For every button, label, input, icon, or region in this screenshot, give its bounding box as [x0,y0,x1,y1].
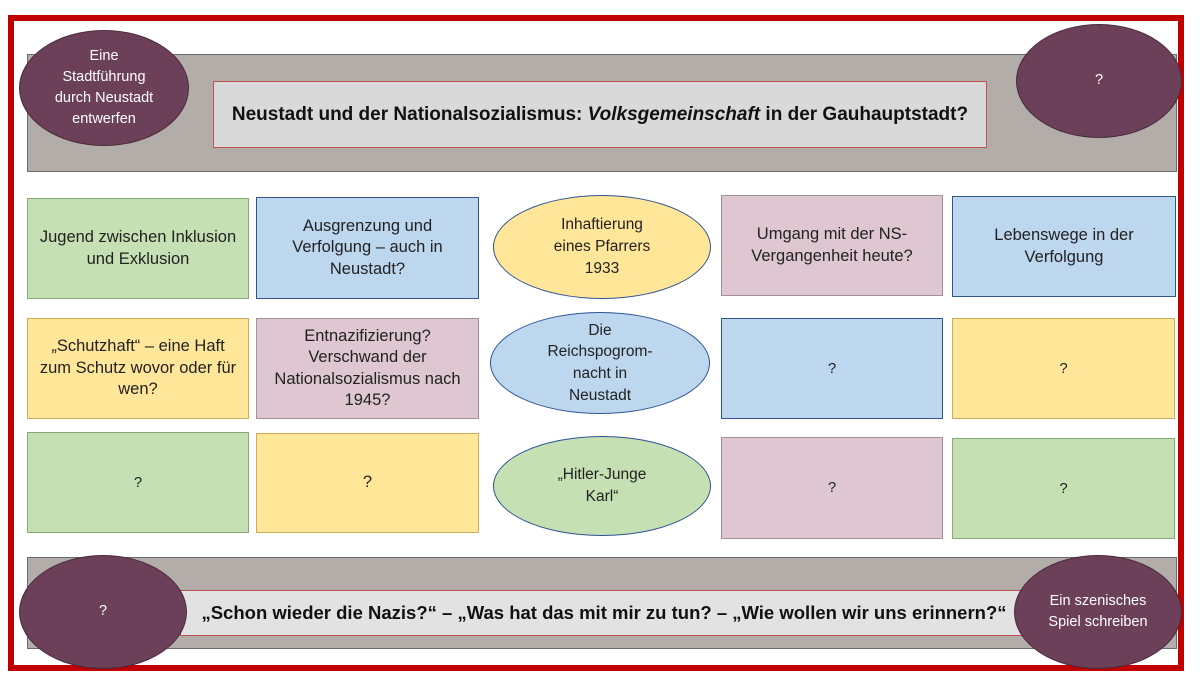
header-title-italic: Volksgemeinschaft [587,103,761,125]
card-r3c1: ? [27,432,249,533]
oval-top-right: ? [1016,24,1182,138]
card-r2c1: „Schutzhaft“ – eine Haft zum Schutz wovor oder für wen? [27,318,249,419]
card-r1c2: Ausgrenzung und Verfolgung – auch in Neustadt? [256,197,479,299]
footer-title: „Schon wieder die Nazis?“ – „Was hat das mit mir zu tun? – „Wie wollen wir uns erinnern?“ [180,590,1028,636]
card-r2c4: ? [721,318,943,419]
oval-center-middle: Die Reichspogrom-nacht in Neustadt [490,312,710,414]
card-r1c4: Umgang mit der NS-Vergangenheit heute? [721,195,943,296]
card-r2c2: Entnazifizierung? Verschwand der Nationalsozialismus nach 1945? [256,318,479,419]
card-r1c5: Lebenswege in der Verfolgung [952,196,1176,297]
card-r3c2: ? [256,433,479,533]
card-r3c4: ? [721,437,943,539]
card-r3c5: ? [952,438,1175,539]
header-title-part1: Neustadt und der Nationalsozialismus: [231,103,588,125]
header-title [213,81,987,148]
oval-center-bottom: „Hitler-Junge Karl“ [493,436,711,536]
oval-bottom-left: ? [19,555,187,669]
oval-center-top: Inhaftierung eines Pfarrers 1933 [493,195,711,299]
header-title-part2: in der Gauhauptstadt? [760,103,969,125]
oval-top-left: Eine Stadtführung durch Neustadt entwerfen [19,30,189,146]
oval-bottom-right: Ein szenisches Spiel schreiben [1014,555,1182,669]
card-r2c5: ? [952,318,1175,419]
card-r1c1: Jugend zwischen Inklusion und Exklusion [27,198,249,299]
